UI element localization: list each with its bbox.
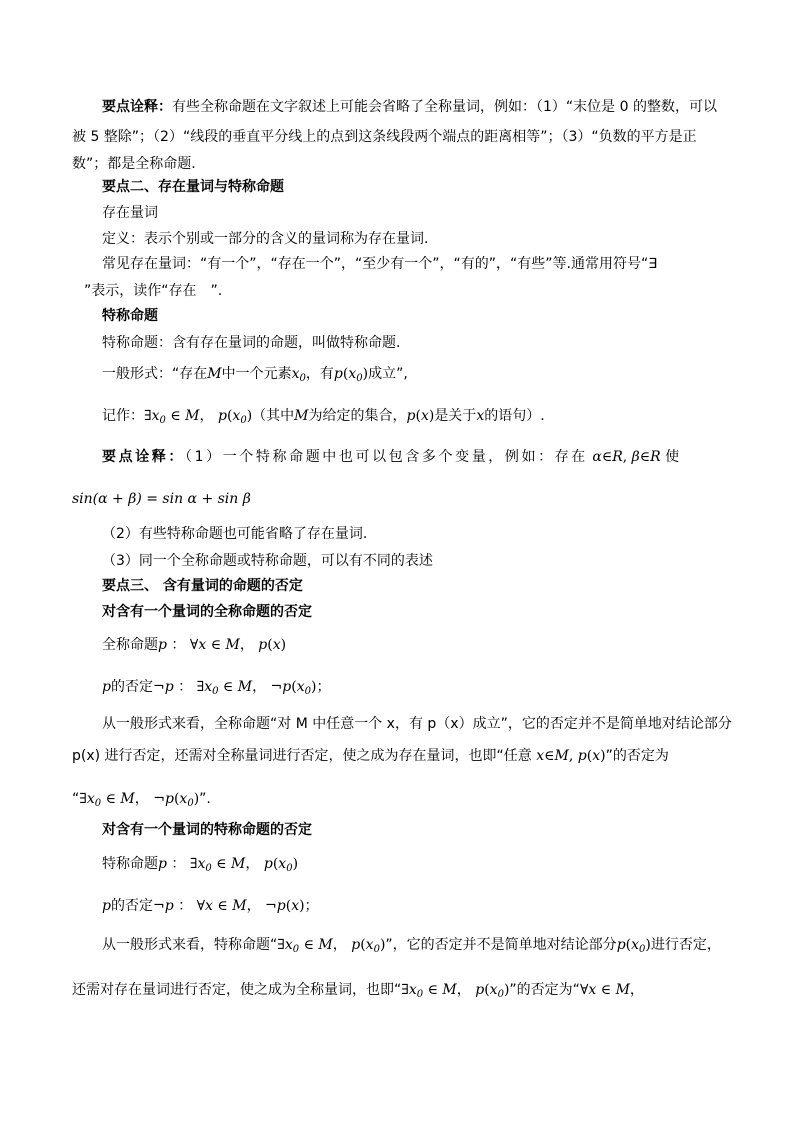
- math-expression: ∀x ∈ M，: [579, 982, 644, 998]
- paragraph-line: 从一般形式来看，全称命题“对 M 中任意一个 x，有 p（x）成立”，它的否定并不是简单地对结论部分: [102, 716, 732, 732]
- math-expression: p ： ∀x ∈ M， p(x): [158, 637, 287, 653]
- paragraph-line: [102, 935, 721, 955]
- paragraph-line: [72, 746, 669, 766]
- math-symbol: p: [102, 898, 111, 914]
- text-run: 为给定的集合，: [308, 408, 407, 424]
- subheading: 对含有一个量词的特称命题的否定: [102, 822, 312, 838]
- text-run: ”的否定为: [605, 748, 669, 764]
- math-formula: sin(α + β) = sin α + sin β: [72, 491, 251, 507]
- math-symbol: x: [476, 408, 485, 424]
- text-run: 是关于: [434, 408, 477, 424]
- section-title: 要点三、 含有量词的命题的否定: [102, 578, 303, 594]
- text-run: 的否定: [110, 898, 153, 914]
- negation-line: [102, 896, 319, 916]
- math-expression: $p(x_0)$: [616, 937, 651, 955]
- subheading: 对含有一个量词的全称命题的否定: [102, 604, 312, 620]
- note-text: （2）有些特称命题也可能省略了存在量词.: [102, 526, 368, 542]
- math-expression: p ： $\exists x_0$ ∈ M， $p(x_0)$: [158, 856, 299, 874]
- note-head: 要点诠释：: [102, 449, 185, 465]
- negation-line: [102, 677, 330, 697]
- text-run: p(x) 进行否定，还需对全称量词进行否定，使之成为存在量词，也即“任意: [72, 748, 532, 764]
- note-text: 数”；都是全称命题.: [72, 156, 196, 172]
- text-run: 从一般形式来看，特称命题“: [102, 937, 278, 953]
- text-run: ，有: [305, 366, 334, 382]
- text-run: 一般形式：“存在: [102, 366, 208, 382]
- text-run: 的语句）.: [484, 408, 545, 424]
- definition-text: 特称命题：含有存在量词的命题，叫做特称命题.: [102, 335, 401, 351]
- text-run: 使: [665, 449, 680, 465]
- note-text: 有些全称命题在文字叙述上可能会省略了全称量词，例如：（1）“末位是 0 的整数，可以: [172, 99, 717, 115]
- subheading: 存在量词: [102, 205, 158, 221]
- section-title: 要点二、存在量词与特称命题: [102, 179, 284, 195]
- line-s1-3: [72, 154, 196, 174]
- math-var: x: [291, 366, 300, 382]
- note-text: （3）同一个全称命题或特称命题，可以有不同的表述: [102, 553, 433, 569]
- text-run: 记作：: [102, 408, 144, 424]
- subheading: 特称命题: [102, 308, 158, 324]
- common-quantifiers-line-1: 常见存在量词：“有一个”，“存在一个”，“至少有一个”，“有的”，“有些”等.通常用符号“∃: [102, 256, 658, 272]
- math-symbol: M: [207, 366, 222, 382]
- math-symbol: [292, 366, 306, 382]
- text-run: （其中: [252, 408, 295, 424]
- math-subscript: 0: [299, 373, 306, 384]
- math-expression: $\exists x_0$ ∈ M， $p(x_0)$: [144, 408, 253, 426]
- text-run: 的否定: [110, 679, 153, 695]
- math-var: p: [333, 366, 343, 382]
- note-example-line: [102, 447, 679, 467]
- note-text: 被 5 整除”；（2）“线段的垂直平分线上的点到这条线段两个端点的距离相等”；（3）“负数的平方是正: [72, 129, 697, 145]
- text-run: ”，它的否定并不是简单地对结论部分: [385, 937, 617, 953]
- math-expression: ¬p ： ∀x ∈ M， ¬p(x)；: [152, 898, 319, 914]
- math-expression: x∈M, p(x): [531, 748, 606, 764]
- text-run: 成立”,: [368, 366, 408, 382]
- line-s1-2: [72, 127, 697, 147]
- definition-text: 定义：表示个别或一部分的含义的量词称为存在量词.: [102, 231, 429, 247]
- note-text: （1）一个特称命题中也可以包含多个变量，例如：存在: [185, 449, 588, 465]
- paragraph-line: “$\exists x_0$ ∈ M， $\neg p(x_0)$”.: [72, 791, 211, 809]
- common-quantifiers-line-2: ”表示，读作“存在 ”.: [84, 283, 223, 299]
- universal-proposition-line: [102, 635, 286, 655]
- math-symbol: p: [102, 679, 111, 695]
- math-expression: $p(x_0)$: [333, 366, 369, 384]
- math-expression: ¬p ： $\exists x_0$ ∈ M， $\neg p(x_0)$；: [152, 679, 331, 697]
- text-run: 还需对存在量词进行否定，使之成为全称量词，也即“: [72, 982, 402, 998]
- line-s1-1: [102, 97, 717, 117]
- math-expression: α∈R, β∈R: [587, 449, 666, 465]
- text-run: 全称命题: [102, 637, 158, 653]
- text-run: ”的否定为“: [509, 982, 580, 998]
- general-form-line: [102, 364, 408, 384]
- math-expression: $\exists x_0$ ∈ M， $\neg p(x_0)$: [79, 791, 200, 809]
- math-symbol: M: [294, 408, 309, 424]
- notation-line: [102, 406, 545, 426]
- existential-proposition-line: [102, 854, 298, 874]
- math-expression: $\exists x_0$ ∈ M， $p(x_0)$: [277, 937, 386, 955]
- text-run: 中一个元素: [221, 366, 292, 382]
- text-run: 特称命题: [102, 856, 158, 872]
- note-head: 要点诠释：: [102, 99, 172, 115]
- text-run: 进行否定，: [650, 937, 721, 953]
- math-expression: $\exists x_0$ ∈ M， $p(x_0)$: [401, 982, 510, 1000]
- math-expression: p(x): [406, 408, 435, 424]
- paragraph-line: [72, 980, 644, 1000]
